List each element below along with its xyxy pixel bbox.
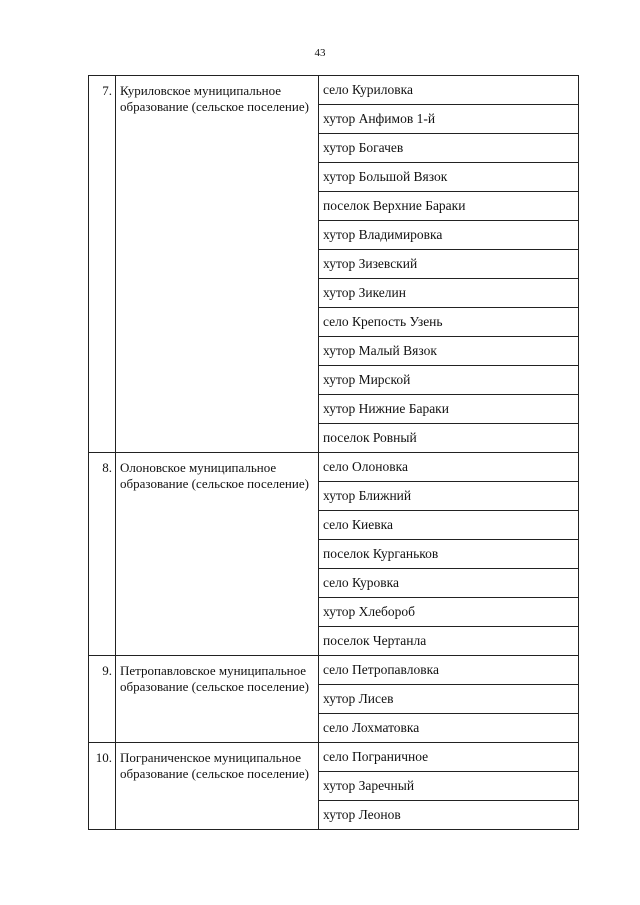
settlement-name: хутор Большой Вязок — [319, 163, 579, 192]
settlements-table — [88, 75, 579, 830]
municipality-name: Олоновское муниципальное образование (сельское поселение) — [116, 453, 319, 656]
row-number: 7. — [89, 76, 116, 453]
table-row — [89, 743, 579, 772]
settlement-name: хутор Леонов — [319, 801, 579, 830]
municipality-name: Пограниченское муниципальное образование (сельское поселение) — [116, 743, 319, 830]
settlement-name: поселок Чертанла — [319, 627, 579, 656]
settlement-name: хутор Владимировка — [319, 221, 579, 250]
settlement-name: хутор Лисев — [319, 685, 579, 714]
settlement-name: село Олоновка — [319, 453, 579, 482]
settlement-name: село Петропавловка — [319, 656, 579, 685]
settlement-name: хутор Хлебороб — [319, 598, 579, 627]
settlement-name: хутор Зикелин — [319, 279, 579, 308]
table-row — [89, 76, 579, 105]
settlement-name: хутор Богачев — [319, 134, 579, 163]
settlement-name: хутор Малый Вязок — [319, 337, 579, 366]
settlement-name: село Лохматовка — [319, 714, 579, 743]
settlement-name: село Киевка — [319, 511, 579, 540]
settlement-name: хутор Нижние Бараки — [319, 395, 579, 424]
settlement-name: село Куриловка — [319, 76, 579, 105]
row-number: 9. — [89, 656, 116, 743]
settlement-name: хутор Зизевский — [319, 250, 579, 279]
row-number: 8. — [89, 453, 116, 656]
settlement-name: хутор Заречный — [319, 772, 579, 801]
table-row — [89, 453, 579, 482]
row-number: 10. — [89, 743, 116, 830]
settlement-name: село Крепость Узень — [319, 308, 579, 337]
settlement-name: хутор Анфимов 1-й — [319, 105, 579, 134]
settlement-name: поселок Ровный — [319, 424, 579, 453]
page-number: 43 — [314, 47, 326, 59]
settlement-name: поселок Верхние Бараки — [319, 192, 579, 221]
table-row — [89, 656, 579, 685]
municipality-name: Петропавловское муниципальное образование (сельское поселение) — [116, 656, 319, 743]
settlement-name: село Пограничное — [319, 743, 579, 772]
settlement-name: село Куровка — [319, 569, 579, 598]
settlement-name: хутор Ближний — [319, 482, 579, 511]
settlement-name: хутор Мирской — [319, 366, 579, 395]
municipality-name: Куриловское муниципальное образование (сельское поселение) — [116, 76, 319, 453]
settlement-name: поселок Курганьков — [319, 540, 579, 569]
